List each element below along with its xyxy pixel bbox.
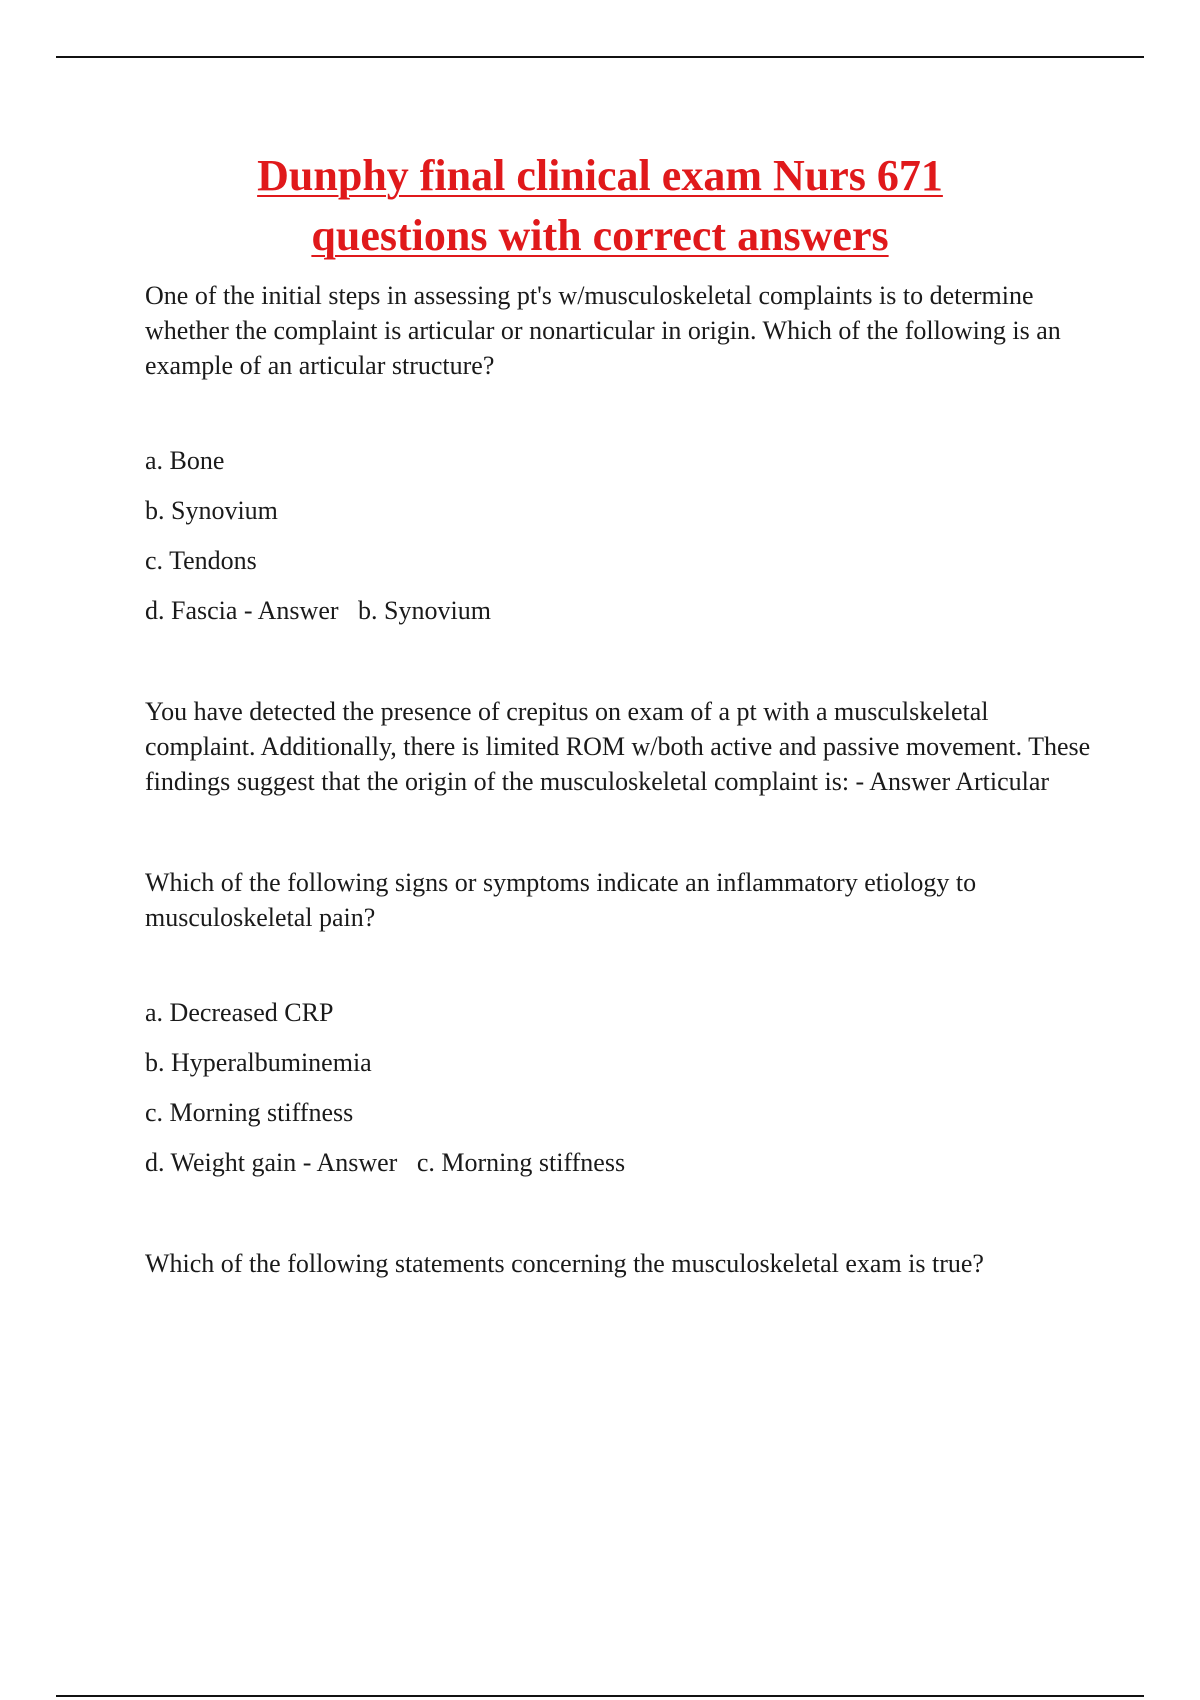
question-1-option-c: c. Tendons — [145, 546, 257, 575]
question-4-text: Which of the following statements concerning the musculoskeletal exam is true? — [145, 1249, 984, 1278]
bottom-rule — [56, 1695, 1144, 1697]
question-3-option-b: b. Hyperalbuminemia — [145, 1048, 372, 1077]
question-3-option-d-answer: d. Weight gain - Answer c. Morning stiffness — [145, 1148, 626, 1177]
question-1-option-d-answer: d. Fascia - Answer b. Synovium — [145, 596, 491, 625]
question-2-text: You have detected the presence of crepitus on exam of a pt with a musculskeletal complaint. Additionally, there is limited ROM w/both active and passive movement. These findings suggest that the origin of the musculoskeletal complaint is: - Answer Articular — [145, 697, 1091, 796]
document-title — [0, 146, 1200, 266]
question-3-option-a: a. Decreased CRP — [145, 998, 334, 1027]
title-line-2: questions with correct answers — [311, 211, 889, 260]
question-3-option-c: c. Morning stiffness — [145, 1098, 354, 1127]
question-1-option-b: b. Synovium — [145, 496, 278, 525]
question-1-option-a: a. Bone — [145, 446, 225, 475]
document-body — [145, 278, 1095, 1281]
question-3-options — [145, 995, 1095, 1180]
top-rule — [56, 56, 1144, 58]
question-3-text: Which of the following signs or symptoms indicate an inflammatory etiology to musculoskeletal pain? — [145, 868, 977, 932]
title-line-1: Dunphy final clinical exam Nurs 671 — [257, 151, 943, 200]
question-1-text: One of the initial steps in assessing pt's w/musculoskeletal complaints is to determine whether the complaint is articular or nonarticular in origin. Which of the following is an example of an articular structure? — [145, 281, 1061, 380]
question-1-options — [145, 443, 1095, 628]
